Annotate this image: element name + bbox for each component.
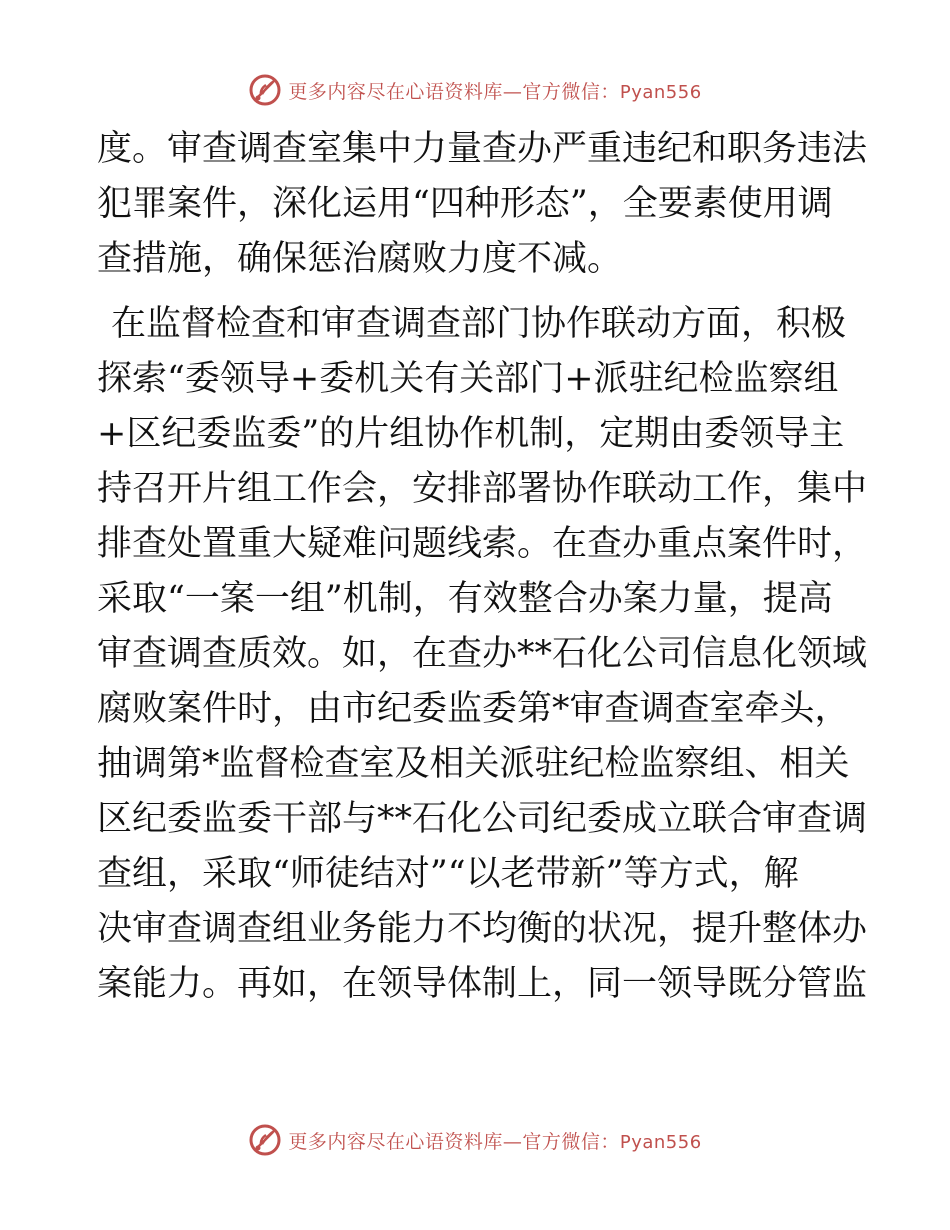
- text-line: 查组，采取“师徒结对”“以老带新”等方式，解: [97, 854, 799, 894]
- text-line: 探索“委领导+委机关有关部门+派驻纪检监察组: [97, 359, 839, 399]
- text-line: 采取“一案一组”机制，有效整合办案力量，提高: [97, 579, 833, 619]
- footer-watermark: [0, 1120, 950, 1160]
- watermark-text: 更多内容尽在心语资料库—官方微信：Pyan556: [288, 80, 702, 103]
- text-line: 持召开片组工作会，安排部署协作联动工作，集中: [97, 469, 868, 509]
- text-line: 决审查调查组业务能力不均衡的状况，提升整体办: [97, 909, 868, 949]
- text-line: 区纪委监委干部与**石化公司纪委成立联合审查调: [97, 799, 868, 839]
- paragraph: [97, 122, 868, 287]
- feather-logo-icon: [248, 73, 282, 107]
- header-watermark: [0, 70, 950, 110]
- document-body: [97, 122, 868, 1012]
- text-line: 查措施，确保惩治腐败力度不减。: [97, 239, 623, 279]
- text-line: +区纪委监委”的片组协作机制，定期由委领导主: [97, 414, 845, 454]
- text-line: 在监督检查和审查调查部门协作联动方面，积极: [111, 304, 847, 344]
- feather-logo-icon: [248, 1123, 282, 1157]
- text-line: 犯罪案件，深化运用“四种形态”，全要素使用调: [97, 184, 833, 224]
- text-line: 腐败案件时，由市纪委监委第*审查调查室牵头，: [97, 689, 850, 729]
- text-line: 度。审查调查室集中力量查办严重违纪和职务违法: [97, 129, 868, 169]
- text-line: 排查处置重大疑难问题线索。在查办重点案件时，: [97, 524, 868, 564]
- text-line: 审查调查质效。如，在查办**石化公司信息化领域: [97, 634, 868, 674]
- text-line: 抽调第*监督检查室及相关派驻纪检监察组、相关: [97, 744, 850, 784]
- text-line: 案能力。再如，在领导体制上，同一领导既分管监: [97, 964, 868, 1004]
- paragraph: [97, 297, 868, 1012]
- watermark-text: 更多内容尽在心语资料库—官方微信：Pyan556: [288, 1130, 702, 1153]
